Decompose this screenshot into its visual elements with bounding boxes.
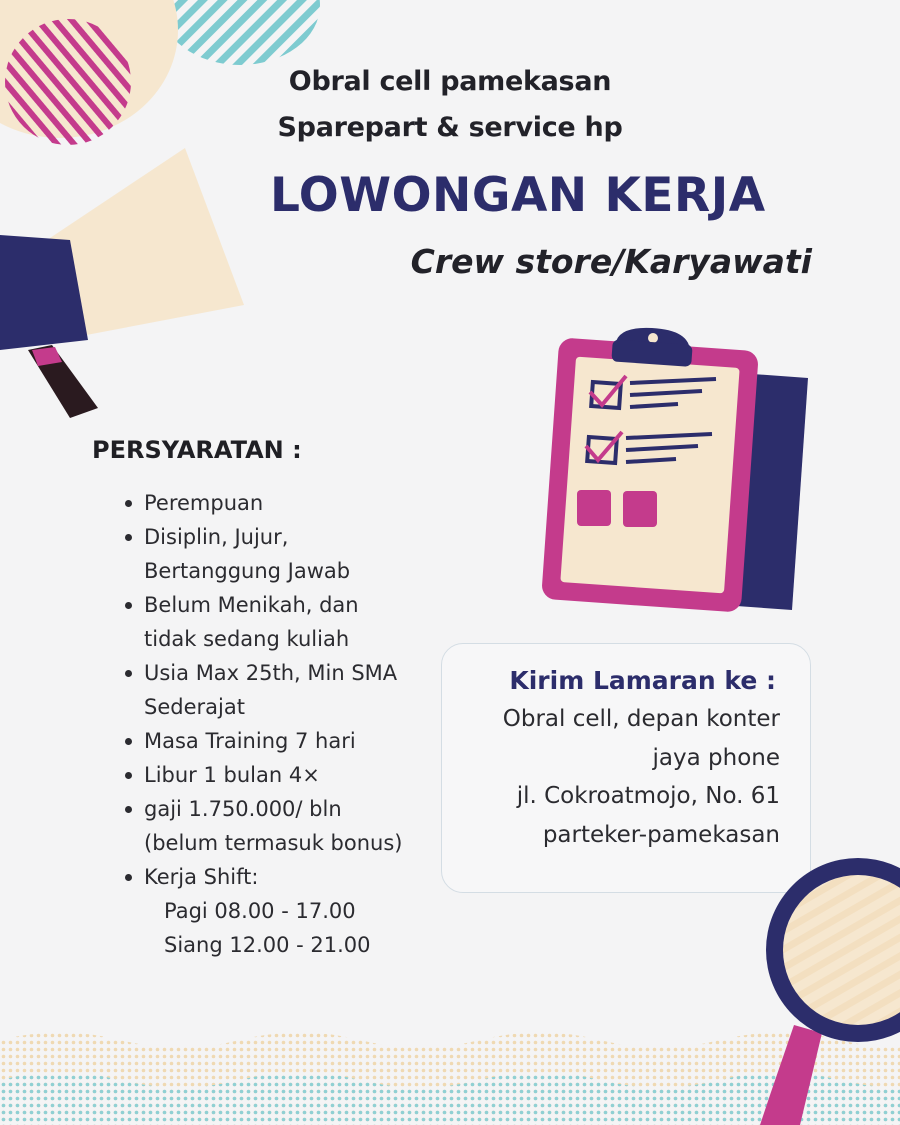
address-line: jl. Cokroatmojo, No. 61 [516, 783, 780, 809]
address-line: Obral cell, depan konter [502, 706, 780, 732]
list-item [122, 758, 422, 792]
requirement-text: Disiplin, Jujur, [144, 525, 289, 549]
page-title: LOWONGAN KERJA [270, 168, 766, 223]
requirement-text: Masa Training 7 hari [144, 729, 356, 753]
list-item [122, 486, 422, 520]
company-tagline: Sparepart & service hp [277, 112, 623, 143]
company-name: Obral cell pamekasan [288, 66, 612, 97]
requirement-text: tidak sedang kuliah [144, 627, 350, 651]
requirements-heading: PERSYARATAN : [92, 436, 302, 464]
requirement-text: Usia Max 25th, Min SMA [144, 661, 398, 685]
list-item [122, 792, 422, 860]
list-item [122, 588, 422, 656]
list-item [122, 860, 422, 962]
requirement-text: Belum Menikah, dan [144, 593, 359, 617]
clipboard-checklist-icon [530, 320, 830, 620]
requirement-text: Kerja Shift: [144, 865, 259, 889]
contact-heading: Kirim Lamaran ke : [509, 666, 776, 695]
requirements-list [122, 486, 422, 962]
list-item [122, 724, 422, 758]
shift-morning: Pagi 08.00 - 17.00 [164, 899, 356, 923]
address-line: jaya phone [652, 744, 780, 771]
shift-afternoon: Siang 12.00 - 21.00 [164, 933, 371, 957]
list-item [122, 520, 422, 588]
contact-address [450, 700, 780, 854]
megaphone-icon [0, 140, 250, 420]
list-item [122, 656, 422, 724]
address-line: parteker-pamekasan [542, 821, 780, 848]
requirement-text: (belum termasuk bonus) [144, 831, 403, 855]
requirement-text: Bertanggung Jawab [144, 559, 351, 583]
requirement-text: gaji 1.750.000/ bln [144, 797, 342, 821]
requirement-text: Sederajat [144, 695, 245, 719]
requirement-text: Libur 1 bulan 4× [144, 763, 320, 787]
position-title: Crew store/Karyawati [410, 242, 812, 281]
requirement-text: Perempuan [144, 491, 264, 515]
magnifier-icon [730, 855, 900, 1125]
